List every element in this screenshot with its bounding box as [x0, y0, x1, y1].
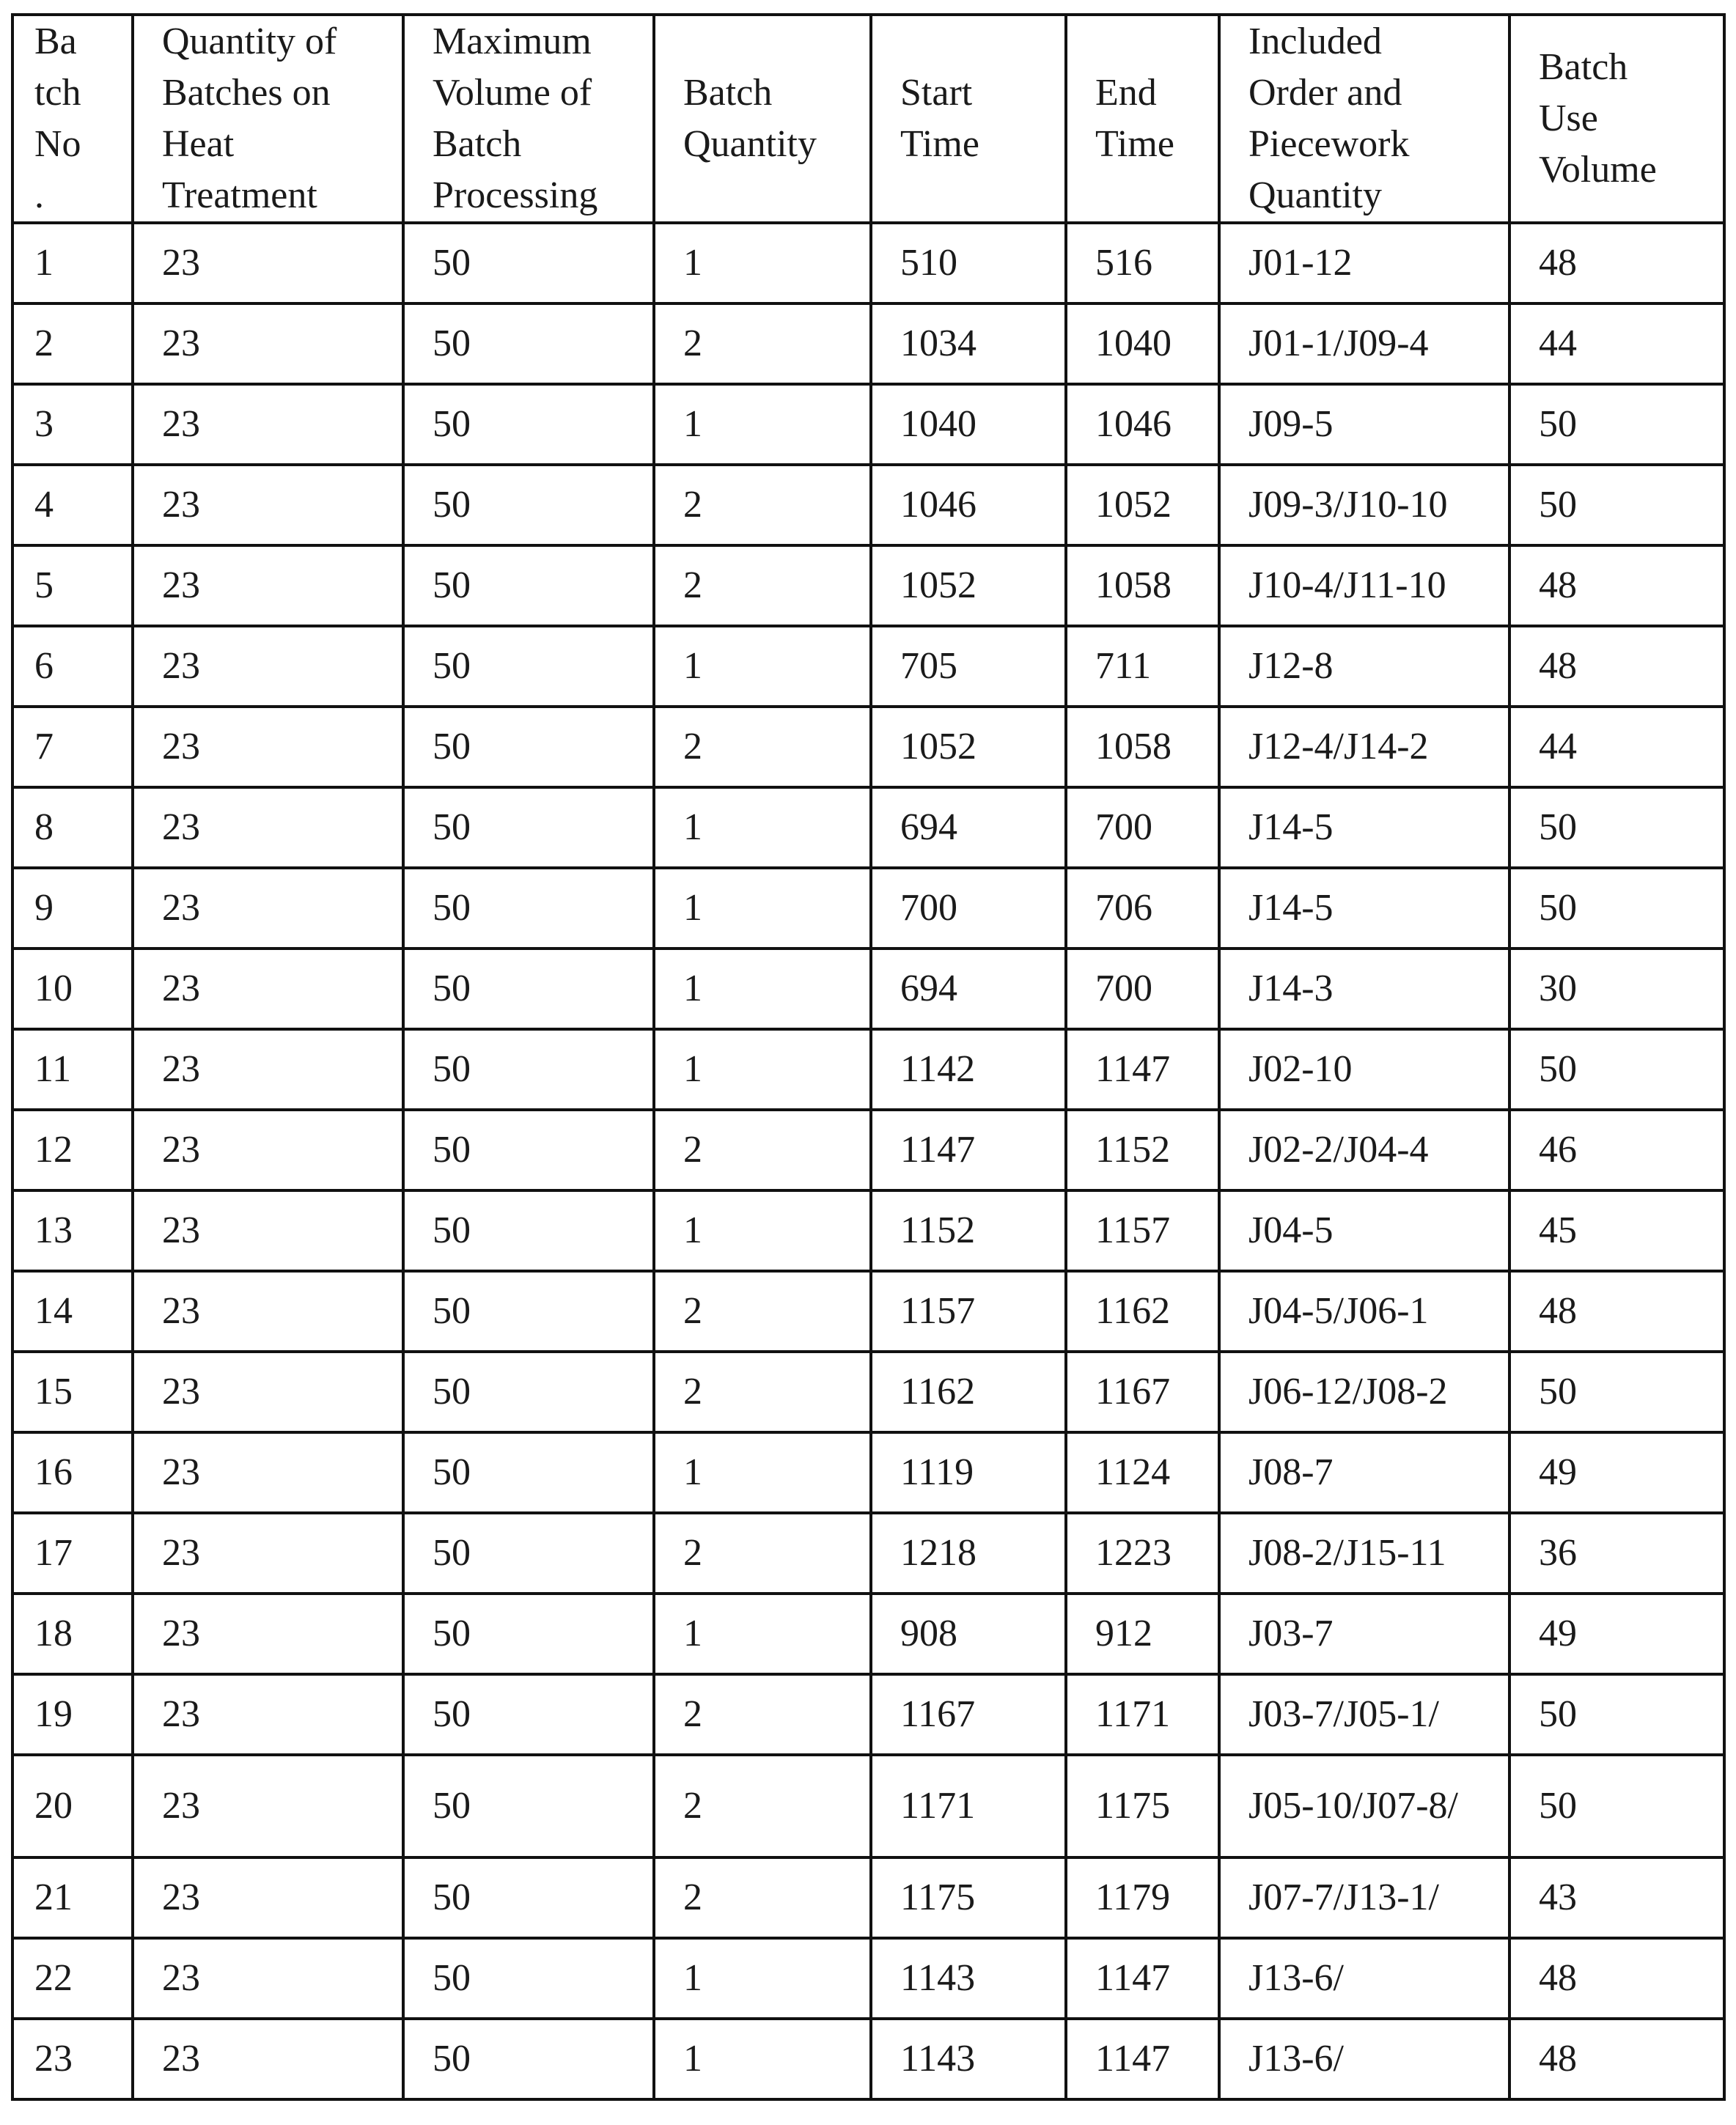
cell-batch-no: 16 [12, 1432, 133, 1513]
table-row [12, 787, 1724, 868]
cell-quantity-of-batches: 23 [133, 1938, 403, 2019]
cell-batch-use-volume: 49 [1509, 1594, 1724, 1674]
cell-included-order: J10-4/J11-10 [1219, 545, 1509, 626]
cell-batch-quantity: 1 [654, 1432, 871, 1513]
cell-start-time: 1034 [871, 303, 1066, 384]
header-text-line: Use [1539, 97, 1598, 139]
cell-batch-quantity: 2 [654, 1271, 871, 1352]
cell-batch-quantity: 1 [654, 223, 871, 303]
header-text-line: Order and [1248, 72, 1402, 114]
header-quantity-of-batches [133, 15, 403, 223]
cell-included-order: J05-10/J07-8/ [1219, 1755, 1509, 1857]
cell-max-volume: 50 [403, 1352, 654, 1432]
cell-max-volume: 50 [403, 787, 654, 868]
cell-end-time: 1046 [1066, 384, 1219, 465]
cell-batch-quantity: 2 [654, 1674, 871, 1755]
table-row [12, 1938, 1724, 2019]
cell-end-time: 700 [1066, 949, 1219, 1029]
cell-included-order: J13-6/ [1219, 2019, 1509, 2099]
cell-included-order: J12-8 [1219, 626, 1509, 707]
table-row [12, 384, 1724, 465]
header-text-line: tch [34, 72, 81, 114]
cell-included-order: J04-5 [1219, 1190, 1509, 1271]
cell-end-time: 1175 [1066, 1755, 1219, 1857]
cell-start-time: 705 [871, 626, 1066, 707]
cell-batch-quantity: 1 [654, 1029, 871, 1110]
cell-batch-no: 15 [12, 1352, 133, 1432]
cell-batch-quantity: 1 [654, 868, 871, 949]
cell-quantity-of-batches: 23 [133, 787, 403, 868]
cell-included-order: J01-12 [1219, 223, 1509, 303]
cell-batch-no: 3 [12, 384, 133, 465]
cell-quantity-of-batches: 23 [133, 1271, 403, 1352]
cell-batch-use-volume: 44 [1509, 303, 1724, 384]
cell-batch-use-volume: 36 [1509, 1513, 1724, 1594]
cell-start-time: 1157 [871, 1271, 1066, 1352]
header-end-time [1066, 15, 1219, 223]
cell-batch-no: 6 [12, 626, 133, 707]
table-row [12, 1271, 1724, 1352]
header-text-line: Maximum [433, 21, 592, 62]
table-row [12, 1029, 1724, 1110]
cell-start-time: 1046 [871, 465, 1066, 545]
cell-start-time: 1167 [871, 1674, 1066, 1755]
header-text-line: Batch [433, 123, 522, 165]
cell-batch-use-volume: 50 [1509, 787, 1724, 868]
header-text-line: Time [1095, 123, 1174, 165]
cell-quantity-of-batches: 23 [133, 465, 403, 545]
cell-max-volume: 50 [403, 545, 654, 626]
cell-batch-no: 2 [12, 303, 133, 384]
cell-batch-quantity: 1 [654, 626, 871, 707]
cell-batch-use-volume: 46 [1509, 1110, 1724, 1190]
cell-batch-no: 10 [12, 949, 133, 1029]
cell-quantity-of-batches: 23 [133, 545, 403, 626]
cell-batch-no: 9 [12, 868, 133, 949]
cell-batch-quantity: 1 [654, 1938, 871, 2019]
header-text-line: Volume [1539, 149, 1657, 191]
cell-batch-no: 7 [12, 707, 133, 787]
cell-max-volume: 50 [403, 1029, 654, 1110]
cell-max-volume: 50 [403, 949, 654, 1029]
header-text-line: Quantity [1248, 174, 1382, 216]
header-text-line: Quantity of [162, 21, 337, 62]
heat-treatment-batch-table [11, 13, 1726, 2101]
cell-included-order: J03-7/J05-1/ [1219, 1674, 1509, 1755]
cell-included-order: J08-2/J15-11 [1219, 1513, 1509, 1594]
header-text-line: Piecework [1248, 123, 1410, 165]
header-text-line: Processing [433, 174, 598, 216]
table-row [12, 626, 1724, 707]
cell-end-time: 1157 [1066, 1190, 1219, 1271]
cell-quantity-of-batches: 23 [133, 1857, 403, 1938]
header-start-time [871, 15, 1066, 223]
cell-batch-no: 5 [12, 545, 133, 626]
cell-batch-use-volume: 50 [1509, 1352, 1724, 1432]
table-row [12, 223, 1724, 303]
cell-batch-no: 12 [12, 1110, 133, 1190]
cell-start-time: 1175 [871, 1857, 1066, 1938]
cell-included-order: J01-1/J09-4 [1219, 303, 1509, 384]
cell-batch-quantity: 1 [654, 1190, 871, 1271]
cell-batch-no: 21 [12, 1857, 133, 1938]
table-row [12, 1432, 1724, 1513]
cell-batch-use-volume: 48 [1509, 626, 1724, 707]
cell-included-order: J03-7 [1219, 1594, 1509, 1674]
cell-included-order: J07-7/J13-1/ [1219, 1857, 1509, 1938]
cell-batch-use-volume: 44 [1509, 707, 1724, 787]
cell-quantity-of-batches: 23 [133, 1513, 403, 1594]
cell-included-order: J09-5 [1219, 384, 1509, 465]
cell-end-time: 1152 [1066, 1110, 1219, 1190]
header-text-line: Time [900, 123, 979, 165]
cell-batch-use-volume: 50 [1509, 465, 1724, 545]
cell-included-order: J14-3 [1219, 949, 1509, 1029]
cell-start-time: 1147 [871, 1110, 1066, 1190]
cell-max-volume: 50 [403, 1674, 654, 1755]
cell-quantity-of-batches: 23 [133, 1432, 403, 1513]
cell-included-order: J04-5/J06-1 [1219, 1271, 1509, 1352]
header-batch-use-volume [1509, 15, 1724, 223]
table-row [12, 1857, 1724, 1938]
cell-batch-quantity: 1 [654, 949, 871, 1029]
cell-quantity-of-batches: 23 [133, 1755, 403, 1857]
cell-batch-no: 23 [12, 2019, 133, 2099]
cell-batch-quantity: 2 [654, 1352, 871, 1432]
cell-batch-quantity: 2 [654, 1755, 871, 1857]
header-batch-quantity [654, 15, 871, 223]
cell-max-volume: 50 [403, 1271, 654, 1352]
table-row [12, 1755, 1724, 1857]
cell-max-volume: 50 [403, 1432, 654, 1513]
cell-batch-no: 14 [12, 1271, 133, 1352]
header-text-line: Ba [34, 21, 77, 62]
cell-included-order: J02-2/J04-4 [1219, 1110, 1509, 1190]
cell-batch-use-volume: 30 [1509, 949, 1724, 1029]
table-row [12, 1513, 1724, 1594]
cell-start-time: 1142 [871, 1029, 1066, 1110]
cell-batch-use-volume: 43 [1509, 1857, 1724, 1938]
header-text-line: Quantity [683, 123, 817, 165]
header-text-line: No [34, 123, 81, 165]
cell-batch-use-volume: 48 [1509, 1271, 1724, 1352]
cell-batch-use-volume: 50 [1509, 1029, 1724, 1110]
header-text-line: Start [900, 72, 973, 114]
cell-end-time: 516 [1066, 223, 1219, 303]
cell-end-time: 1040 [1066, 303, 1219, 384]
table-row [12, 303, 1724, 384]
header-text-line: Batch [683, 72, 773, 114]
header-text-line: Volume of [433, 72, 592, 114]
cell-end-time: 706 [1066, 868, 1219, 949]
cell-start-time: 1040 [871, 384, 1066, 465]
cell-quantity-of-batches: 23 [133, 1029, 403, 1110]
cell-end-time: 1223 [1066, 1513, 1219, 1594]
cell-max-volume: 50 [403, 465, 654, 545]
table-body [12, 223, 1724, 2099]
cell-max-volume: 50 [403, 1755, 654, 1857]
cell-batch-quantity: 1 [654, 2019, 871, 2099]
cell-start-time: 1152 [871, 1190, 1066, 1271]
cell-end-time: 1167 [1066, 1352, 1219, 1432]
cell-batch-quantity: 2 [654, 1110, 871, 1190]
cell-max-volume: 50 [403, 1190, 654, 1271]
table-row [12, 1352, 1724, 1432]
cell-batch-no: 1 [12, 223, 133, 303]
cell-batch-use-volume: 48 [1509, 2019, 1724, 2099]
cell-end-time: 1058 [1066, 545, 1219, 626]
table-row [12, 1674, 1724, 1755]
cell-quantity-of-batches: 23 [133, 2019, 403, 2099]
cell-batch-use-volume: 48 [1509, 545, 1724, 626]
cell-batch-use-volume: 50 [1509, 384, 1724, 465]
cell-max-volume: 50 [403, 1513, 654, 1594]
cell-start-time: 908 [871, 1594, 1066, 1674]
cell-end-time: 1162 [1066, 1271, 1219, 1352]
cell-batch-use-volume: 50 [1509, 1674, 1724, 1755]
cell-batch-quantity: 2 [654, 303, 871, 384]
header-batch-no [12, 15, 133, 223]
cell-start-time: 1143 [871, 2019, 1066, 2099]
cell-start-time: 510 [871, 223, 1066, 303]
table-row [12, 868, 1724, 949]
header-row [12, 15, 1724, 223]
cell-included-order: J06-12/J08-2 [1219, 1352, 1509, 1432]
cell-quantity-of-batches: 23 [133, 1110, 403, 1190]
header-text-line: . [34, 174, 44, 216]
cell-quantity-of-batches: 23 [133, 626, 403, 707]
cell-end-time: 711 [1066, 626, 1219, 707]
header-text-line: Batch [1539, 46, 1628, 88]
cell-batch-use-volume: 49 [1509, 1432, 1724, 1513]
cell-quantity-of-batches: 23 [133, 1190, 403, 1271]
cell-max-volume: 50 [403, 2019, 654, 2099]
cell-batch-quantity: 2 [654, 707, 871, 787]
cell-batch-quantity: 2 [654, 465, 871, 545]
cell-start-time: 694 [871, 787, 1066, 868]
table-row [12, 465, 1724, 545]
cell-end-time: 1147 [1066, 1029, 1219, 1110]
cell-quantity-of-batches: 23 [133, 868, 403, 949]
cell-max-volume: 50 [403, 1857, 654, 1938]
cell-batch-no: 4 [12, 465, 133, 545]
cell-batch-quantity: 1 [654, 384, 871, 465]
cell-batch-no: 13 [12, 1190, 133, 1271]
header-max-volume [403, 15, 654, 223]
cell-end-time: 1171 [1066, 1674, 1219, 1755]
cell-end-time: 700 [1066, 787, 1219, 868]
cell-batch-no: 18 [12, 1594, 133, 1674]
cell-start-time: 1218 [871, 1513, 1066, 1594]
cell-start-time: 1052 [871, 707, 1066, 787]
cell-batch-quantity: 2 [654, 545, 871, 626]
batch-table-container [11, 13, 1726, 2101]
cell-quantity-of-batches: 23 [133, 223, 403, 303]
cell-end-time: 1058 [1066, 707, 1219, 787]
cell-start-time: 700 [871, 868, 1066, 949]
table-row [12, 1594, 1724, 1674]
header-text-line: Treatment [162, 174, 317, 216]
header-text-line: Heat [162, 123, 235, 165]
cell-start-time: 1143 [871, 1938, 1066, 2019]
cell-quantity-of-batches: 23 [133, 1674, 403, 1755]
cell-max-volume: 50 [403, 868, 654, 949]
cell-batch-no: 22 [12, 1938, 133, 2019]
cell-batch-no: 8 [12, 787, 133, 868]
cell-end-time: 1124 [1066, 1432, 1219, 1513]
cell-quantity-of-batches: 23 [133, 707, 403, 787]
cell-included-order: J12-4/J14-2 [1219, 707, 1509, 787]
cell-max-volume: 50 [403, 1938, 654, 2019]
cell-end-time: 1147 [1066, 1938, 1219, 2019]
cell-start-time: 1052 [871, 545, 1066, 626]
cell-max-volume: 50 [403, 303, 654, 384]
table-row [12, 545, 1724, 626]
table-row [12, 2019, 1724, 2099]
cell-quantity-of-batches: 23 [133, 384, 403, 465]
cell-quantity-of-batches: 23 [133, 1594, 403, 1674]
cell-batch-no: 20 [12, 1755, 133, 1857]
header-text-line: Included [1248, 21, 1382, 62]
cell-quantity-of-batches: 23 [133, 303, 403, 384]
cell-included-order: J08-7 [1219, 1432, 1509, 1513]
cell-included-order: J09-3/J10-10 [1219, 465, 1509, 545]
cell-start-time: 694 [871, 949, 1066, 1029]
cell-start-time: 1171 [871, 1755, 1066, 1857]
cell-batch-no: 19 [12, 1674, 133, 1755]
header-text-line: Batches on [162, 72, 331, 114]
cell-start-time: 1162 [871, 1352, 1066, 1432]
table-row [12, 1190, 1724, 1271]
table-row [12, 1110, 1724, 1190]
cell-end-time: 1147 [1066, 2019, 1219, 2099]
cell-batch-use-volume: 48 [1509, 223, 1724, 303]
cell-end-time: 1179 [1066, 1857, 1219, 1938]
cell-batch-quantity: 2 [654, 1513, 871, 1594]
cell-max-volume: 50 [403, 384, 654, 465]
cell-max-volume: 50 [403, 707, 654, 787]
cell-max-volume: 50 [403, 223, 654, 303]
cell-batch-use-volume: 45 [1509, 1190, 1724, 1271]
cell-included-order: J14-5 [1219, 868, 1509, 949]
table-row [12, 707, 1724, 787]
table-row [12, 949, 1724, 1029]
cell-end-time: 1052 [1066, 465, 1219, 545]
cell-included-order: J02-10 [1219, 1029, 1509, 1110]
cell-batch-no: 17 [12, 1513, 133, 1594]
cell-max-volume: 50 [403, 1594, 654, 1674]
cell-max-volume: 50 [403, 626, 654, 707]
cell-batch-quantity: 1 [654, 787, 871, 868]
cell-batch-use-volume: 50 [1509, 1755, 1724, 1857]
cell-start-time: 1119 [871, 1432, 1066, 1513]
cell-quantity-of-batches: 23 [133, 1352, 403, 1432]
cell-included-order: J14-5 [1219, 787, 1509, 868]
cell-max-volume: 50 [403, 1110, 654, 1190]
cell-batch-use-volume: 48 [1509, 1938, 1724, 2019]
cell-batch-no: 11 [12, 1029, 133, 1110]
cell-quantity-of-batches: 23 [133, 949, 403, 1029]
header-included-order [1219, 15, 1509, 223]
cell-batch-quantity: 2 [654, 1857, 871, 1938]
cell-included-order: J13-6/ [1219, 1938, 1509, 2019]
cell-batch-quantity: 1 [654, 1594, 871, 1674]
header-text-line: End [1095, 72, 1157, 114]
cell-end-time: 912 [1066, 1594, 1219, 1674]
cell-batch-use-volume: 50 [1509, 868, 1724, 949]
